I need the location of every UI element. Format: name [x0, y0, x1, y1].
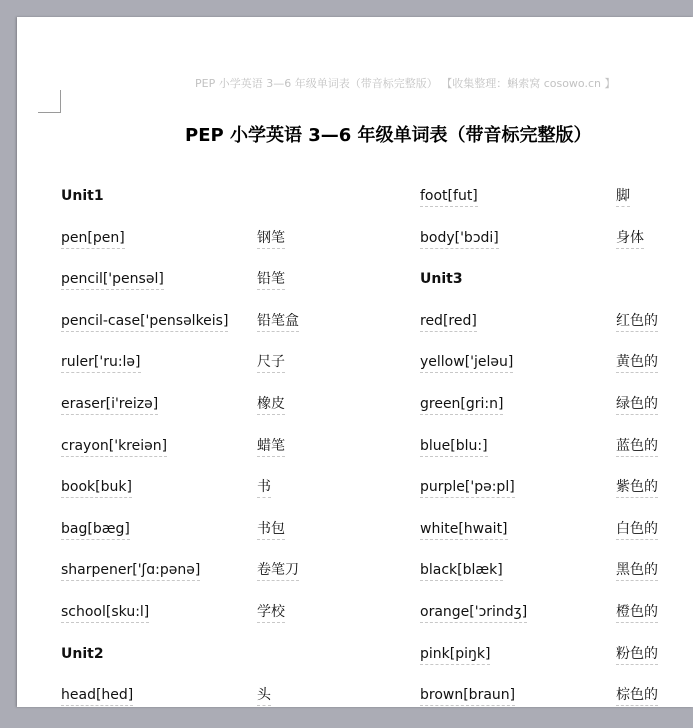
vocab-word: sharpener['ʃɑ:pənə]: [61, 561, 200, 581]
vocab-word: foot[fut]: [420, 187, 478, 207]
vocab-word: book[buk]: [61, 478, 132, 498]
vocab-meaning: 铅笔盒: [257, 312, 299, 332]
vocab-meaning: 黑色的: [616, 561, 658, 581]
vocab-meaning: 蜡笔: [257, 437, 285, 457]
vocab-meaning: 铅笔: [257, 270, 285, 290]
vocab-meaning: 白色的: [616, 520, 658, 540]
margin-corner-mark: [38, 90, 61, 113]
vocab-word: pencil-case['pensəlkeis]: [61, 312, 228, 332]
vocab-word: pencil['pensəl]: [61, 270, 164, 290]
vocab-word: crayon['kreiən]: [61, 437, 167, 457]
vocab-word: black[blæk]: [420, 561, 503, 581]
vocab-meaning: 橡皮: [257, 395, 285, 415]
vocab-meaning: 尺子: [257, 353, 285, 373]
vocab-meaning: 脚: [616, 187, 630, 207]
vocab-word: eraser[i'reizə]: [61, 395, 158, 415]
vocab-meaning: 蓝色的: [616, 437, 658, 457]
vocab-word: bag[bæg]: [61, 520, 130, 540]
vocab-word: orange['ɔrindʒ]: [420, 603, 527, 623]
vocab-word: pen[pen]: [61, 229, 125, 249]
vocab-meaning: 卷笔刀: [257, 561, 299, 581]
vocab-meaning: 黄色的: [616, 353, 658, 373]
vocab-word: pink[piŋk]: [420, 645, 490, 665]
vocab-meaning: 钢笔: [257, 229, 285, 249]
vocab-meaning: 红色的: [616, 312, 658, 332]
vocab-word: red[red]: [420, 312, 477, 332]
vocab-meaning: 紫色的: [616, 478, 658, 498]
vocab-meaning: 学校: [257, 603, 285, 623]
vocab-word: purple['pə:pl]: [420, 478, 515, 498]
vocab-word: body['bɔdi]: [420, 229, 499, 249]
vocab-word: school[sku:l]: [61, 603, 149, 623]
vocab-meaning: 粉色的: [616, 645, 658, 665]
vocab-meaning: 身体: [616, 229, 644, 249]
unit-heading: Unit1: [61, 188, 104, 204]
vocab-meaning: 绿色的: [616, 395, 658, 415]
vocab-meaning: 橙色的: [616, 603, 658, 623]
vocab-word: head[hed]: [61, 686, 133, 706]
vocab-meaning: 头: [257, 686, 271, 706]
vocab-meaning: 书: [257, 478, 271, 498]
vocab-word: green[gri:n]: [420, 395, 503, 415]
vocab-word: blue[blu:]: [420, 437, 488, 457]
unit-heading: Unit2: [61, 645, 104, 662]
page-header-note: PEP 小学英语 3—6 年级单词表（带音标完整版） 【收集整理：蝌索窝 cosowo.cn 】: [195, 77, 616, 90]
vocab-word: brown[braun]: [420, 686, 515, 706]
vocab-meaning: 书包: [257, 520, 285, 540]
vocab-meaning: 棕色的: [616, 686, 658, 706]
document-title: PEP 小学英语 3—6 年级单词表（带音标完整版）: [185, 125, 592, 146]
vocab-word: yellow['jeləu]: [420, 353, 513, 373]
document-page: [17, 17, 693, 707]
vocab-word: ruler['ru:lə]: [61, 353, 141, 373]
vocab-word: white[hwait]: [420, 520, 508, 540]
unit-heading: Unit3: [420, 271, 463, 288]
